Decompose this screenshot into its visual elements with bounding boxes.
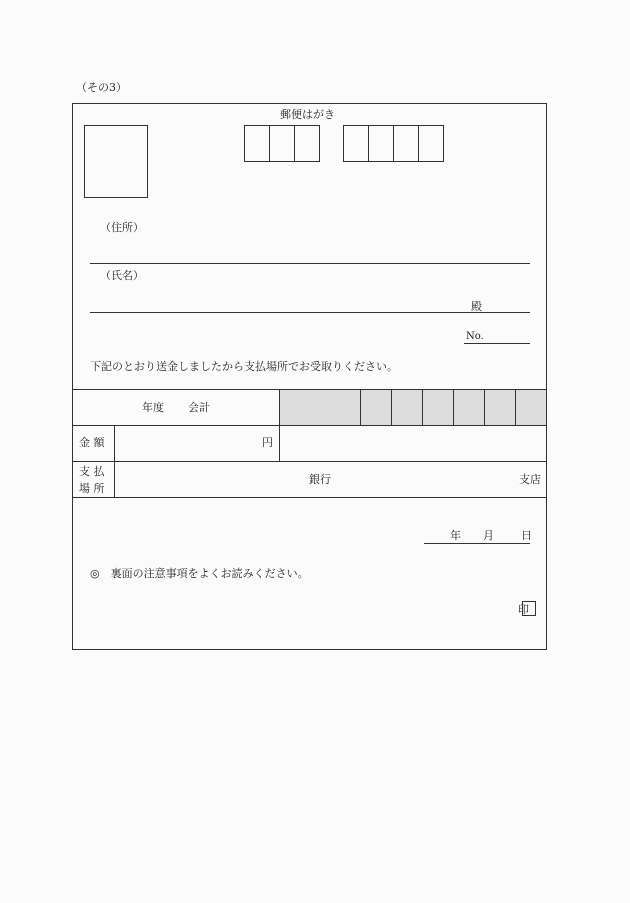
address-label: （住所） (100, 221, 144, 234)
postal-code-second-group (343, 125, 444, 162)
back-notice: ◎ 裏面の注意事項をよくお読みください。 (90, 567, 309, 580)
postcard-title: 郵便はがき (280, 108, 335, 121)
payment-place-label-top: 支 払 (79, 465, 105, 478)
amount-label: 金 額 (79, 436, 105, 449)
stamp-box (84, 125, 148, 198)
address-line[interactable] (90, 263, 530, 264)
seal-label: 印 (518, 603, 529, 616)
branch-label: 支店 (519, 473, 541, 486)
payment-place-label-bottom: 場 所 (79, 482, 105, 495)
date-line[interactable] (424, 543, 530, 544)
seal-box (522, 601, 536, 616)
date-month: 月 (483, 529, 494, 542)
document-label: （その3） (76, 81, 127, 94)
account-label: 会計 (188, 401, 210, 414)
fiscal-year-label: 年度 (142, 401, 164, 414)
postcard-frame (72, 103, 547, 650)
date-day: 日 (521, 529, 532, 542)
postal-code-first-group (244, 125, 320, 162)
name-line[interactable] (90, 312, 530, 313)
number-line[interactable] (464, 343, 530, 344)
date-year: 年 (450, 529, 461, 542)
number-label: No. (466, 331, 484, 342)
account-code-cells (279, 390, 546, 425)
name-label: （氏名） (100, 269, 144, 282)
yen-label: 円 (262, 436, 273, 449)
notice-text: 下記のとおり送金しましたから支払場所でお受取りください。 (90, 360, 398, 373)
honorific: 殿 (471, 300, 482, 313)
bank-label: 銀行 (309, 473, 331, 486)
